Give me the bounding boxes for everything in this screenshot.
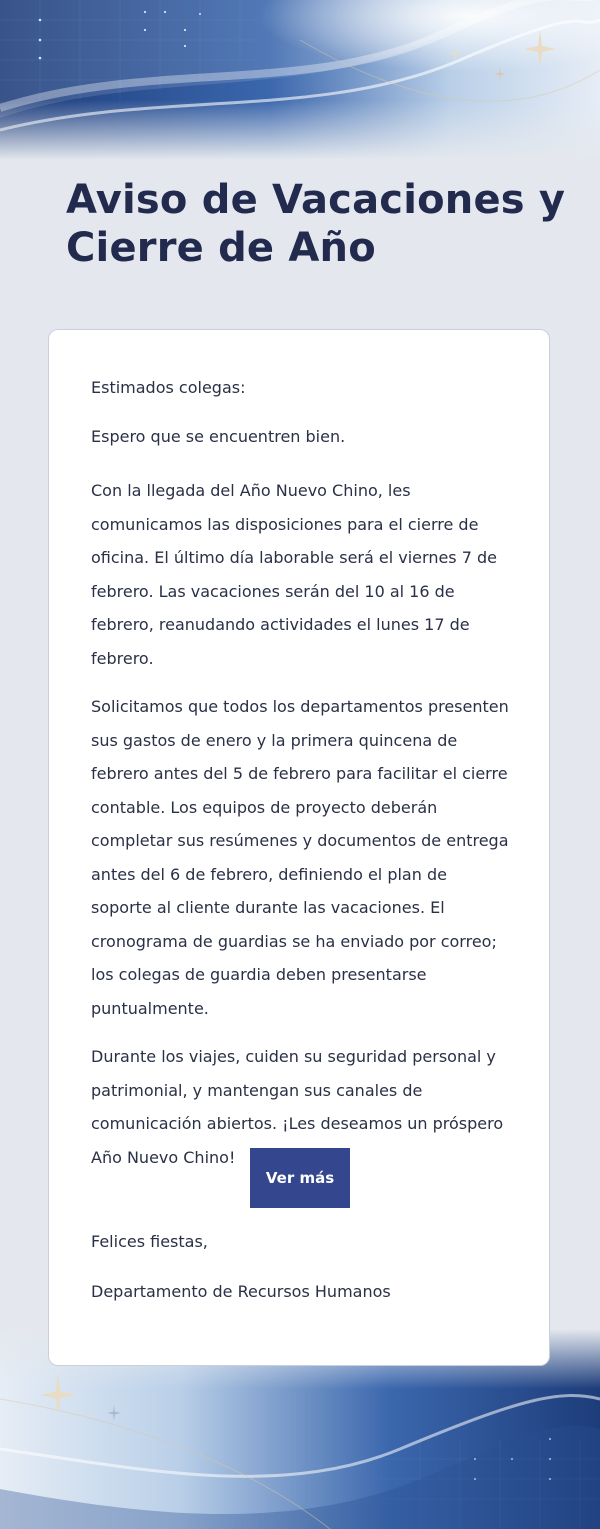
sparkle-icon xyxy=(40,1373,76,1417)
page-title: Aviso de Vacaciones y Cierre de Año xyxy=(66,177,566,271)
signature-block xyxy=(91,1230,511,1330)
message-card xyxy=(48,329,550,1366)
top-wave-banner xyxy=(0,0,600,160)
body-paragraph: Con la llegada del Año Nuevo Chino, les comunicamos las disposiciones para el cierre de oficina. El último día laborable será el viernes 7 de febrero. Las vacaciones serán del 10 al 16 de febrero, reanudando actividades el lunes 17 de febrero. xyxy=(91,481,497,668)
signoff-text: Felices fiestas, xyxy=(91,1232,208,1251)
body-paragraph: Solicitamos que todos los departamentos presenten sus gastos de enero y la primera quincena de febrero antes del 5 de febrero para facilitar el cierre contable. Los equipos de proyecto deberán completar sus resúmenes y documentos de entrega antes del 6 de febrero, definiendo el plan de soporte al cliente durante las vacaciones. El cronograma de guardias se ha enviado por correo; los colegas de guardia deben presentarse puntualmente. xyxy=(91,697,509,1018)
sender-name: Departamento de Recursos Humanos xyxy=(91,1282,391,1301)
sparkle-icon xyxy=(524,30,556,68)
greeting-text: Estimados colegas: xyxy=(91,378,246,397)
message-body xyxy=(91,376,511,1189)
cta-container xyxy=(49,1148,551,1208)
sparkle-icon xyxy=(107,1404,121,1422)
sparkle-icon xyxy=(494,67,506,81)
body-paragraph: Durante los viajes, cuiden su seguridad personal y patrimonial, y mantengan sus canales de comunicación abiertos. ¡Les deseamos un próspero Año Nuevo Chino! xyxy=(91,1047,504,1167)
sparkle-icon xyxy=(449,47,461,61)
see-more-button[interactable]: Ver más xyxy=(250,1148,350,1208)
body-paragraph: Espero que se encuentren bien. xyxy=(91,427,346,446)
